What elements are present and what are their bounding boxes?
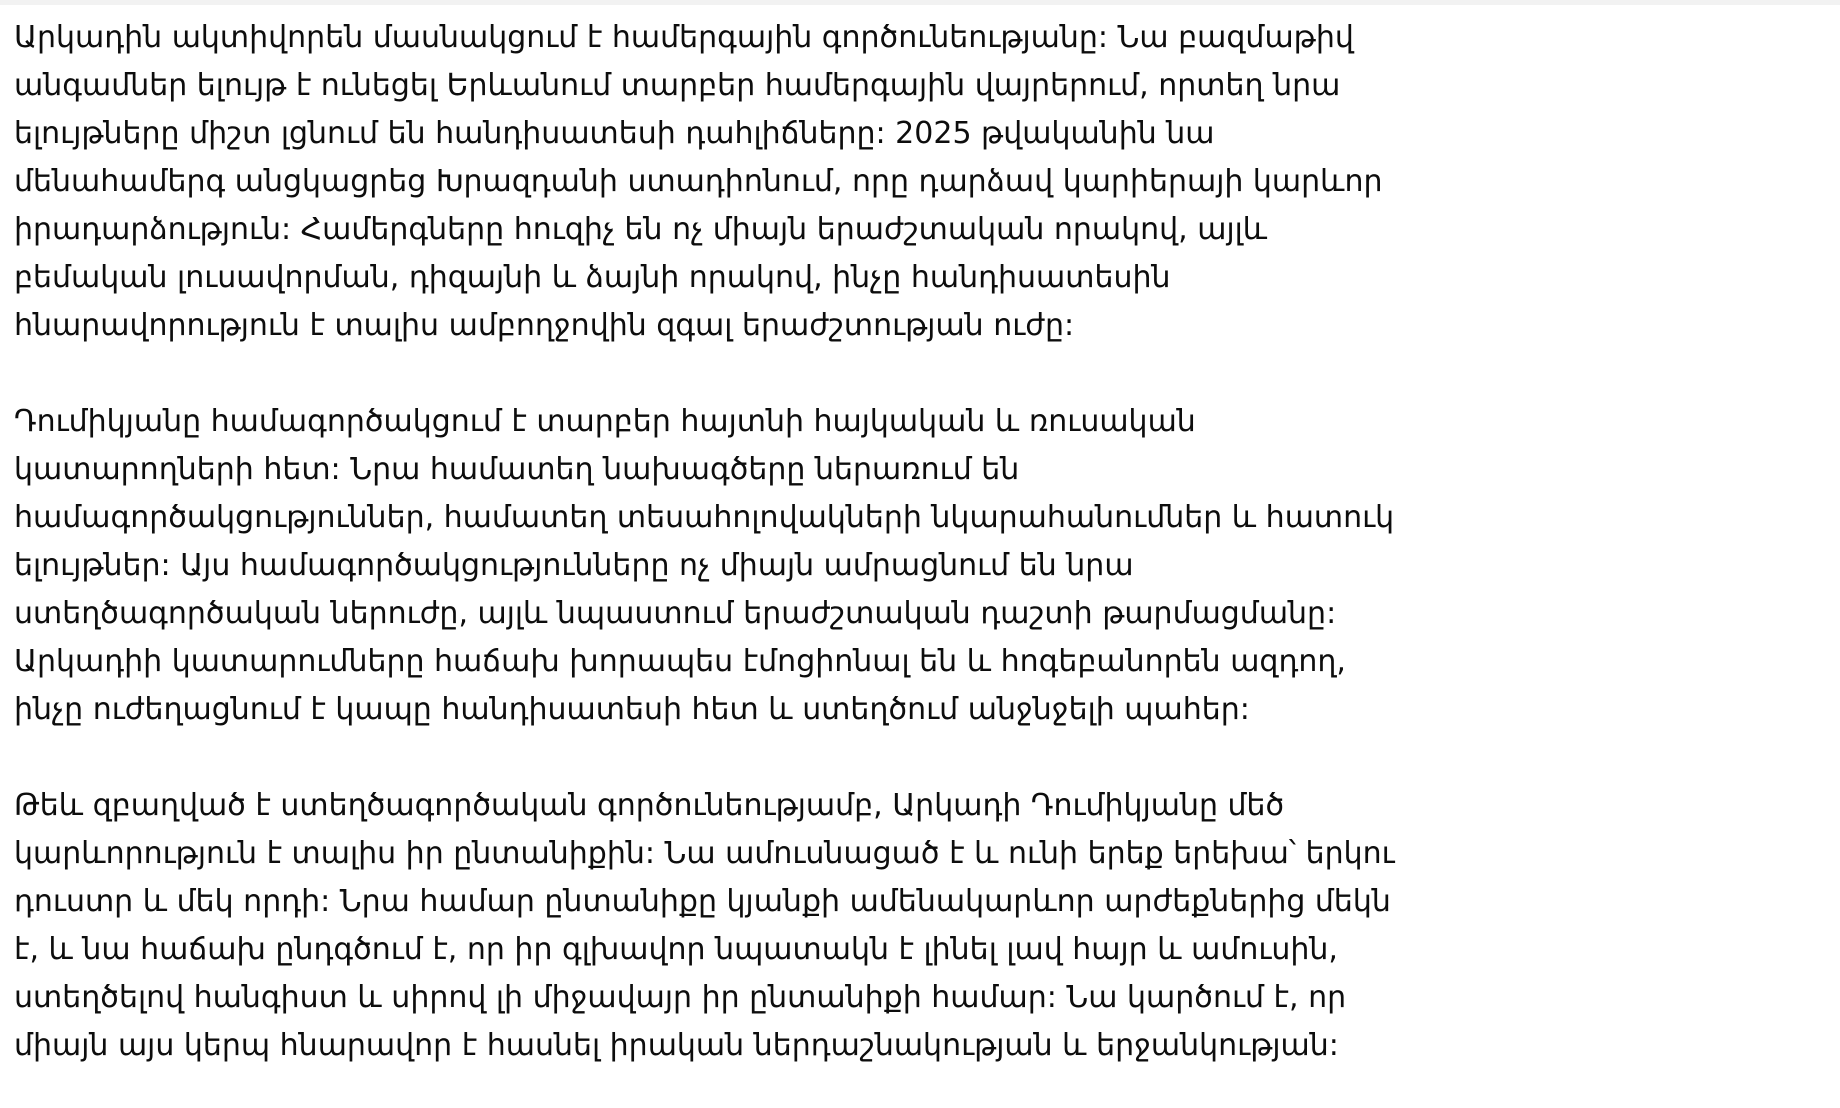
paragraph-family: Թեև զբաղված է ստեղծագործական գործունեությամբ, Արկադի Դումիկյանը մեծ կարևորություն է տալիս իր ընտանիքին: Նա ամուսնացած է և ունի երեք երեխա՝ երկու դուստր և մեկ որդի: Նրա համար ընտանիքը կյանքի ամենակարևոր արժեքներից մեկն է, և նա հաճախ ընդգծում է, որ իր գլխավոր նպատակն է լինել լավ հայր և ամուսին, ստեղծելով հանգիստ և սիրով լի միջավայր իր ընտանիքի համար: Նա կարծում է, որ միայն այս կերպ հնարավոր է հասնել իրական ներդաշնակության և երջանկության: — [14, 788, 1395, 1063]
paragraph-collaborations: Դումիկյանը համագործակցում է տարբեր հայտնի հայկական և ռուսական կատարողների հետ: Նրա համատեղ նախագծերը ներառում են համագործակցություններ, համատեղ տեսահոլովակների նկարահանումներ և հատուկ ելույթներ: Այս համագործակցությունները ոչ միայն ամրացնում են նրա ստեղծագործական ներուժը, այլև նպաստում երաժշտական դաշտի թարմացմանը: Արկադիի կատարումները հաճախ խորապես էմոցիոնալ են և հոգեբանորեն ազդող, ինչը ուժեղացնում է կապը հանդիսատեսի հետ և ստեղծում անջնջելի պահեր: — [14, 404, 1395, 727]
paragraph-concert-activity: Արկադին ակտիվորեն մասնակցում է համերգային գործունեությանը: Նա բազմաթիվ անգամներ ելույթ է ունեցել Երևանում տարբեր համերգային վայրերում, որտեղ նրա ելույթները միշտ լցնում են հանդիսատեսի դահլիճները: 2025 թվականին նա մենահամերգ անցկացրեց Խրազդանի ստադիոնում, որը դարձավ կարիերայի կարևոր իրադարձություն: Համերգները հուզիչ են ոչ միայն երաժշտական որակով, այլև բեմական լուսավորման, դիզայնի և ձայնի որակով, ինչը հանդիսատեսին հնարավորություն է տալիս ամբողջովին զգալ երաժշտության ուժը: — [14, 20, 1383, 343]
document-body — [0, 5, 1420, 1070]
